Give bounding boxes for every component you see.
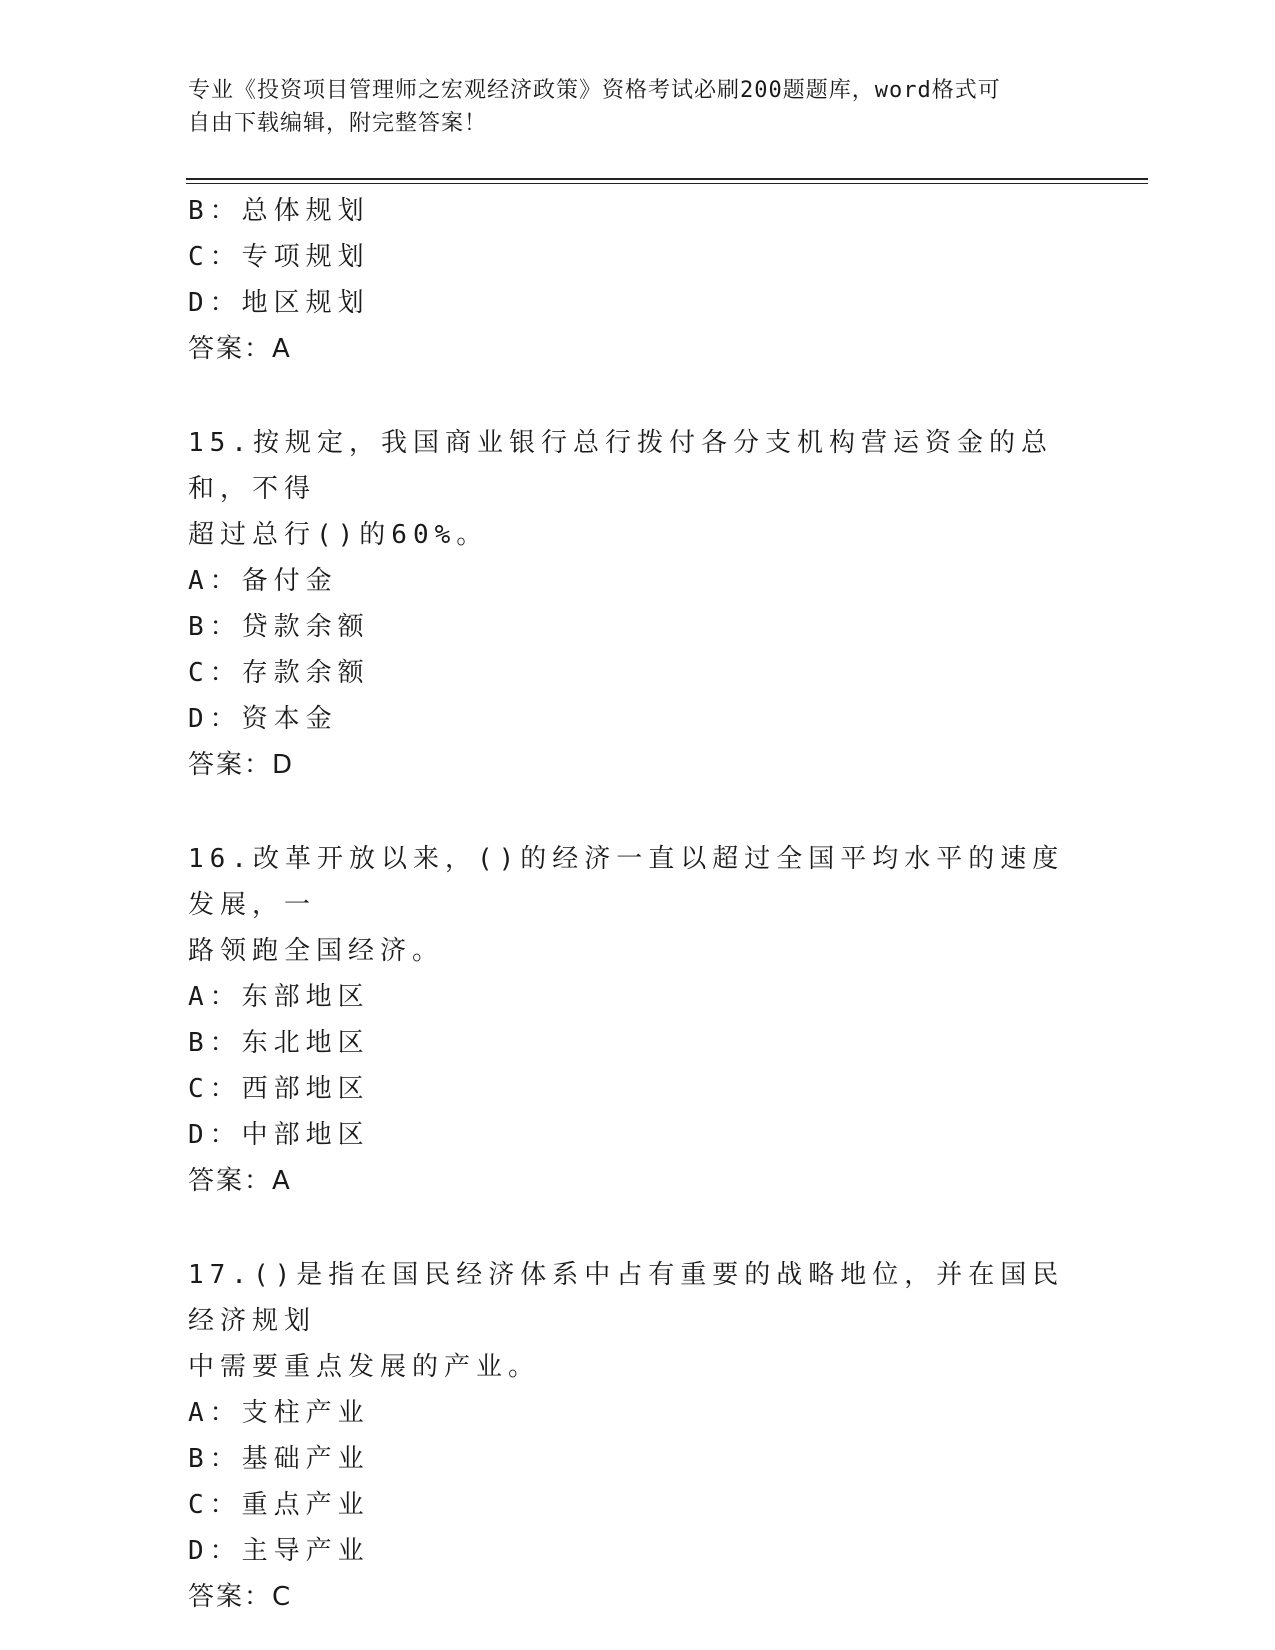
header-divider — [186, 178, 1148, 180]
option-c: C：西部地区 — [188, 1074, 370, 1104]
question-text-line-1: 16.改革开放以来，()的经济一直以超过全国平均水平的速度发展，一 — [188, 844, 1065, 920]
option-d: D：地区规划 — [188, 288, 370, 318]
question-text-line-2: 超过总行()的60%。 — [188, 520, 489, 550]
option-c: C：存款余额 — [188, 658, 370, 688]
question-15 — [188, 420, 1088, 788]
document-body — [188, 188, 1088, 1620]
option-b: B：总体规划 — [188, 196, 370, 226]
option-a: A：东部地区 — [188, 982, 370, 1012]
question-16 — [188, 836, 1088, 1204]
header-title-line-2: 自由下载编辑，附完整答案！ — [188, 111, 488, 136]
option-d: D：资本金 — [188, 704, 338, 734]
option-c: C：重点产业 — [188, 1490, 370, 1520]
answer: 答案：D — [188, 750, 295, 780]
option-d: D：主导产业 — [188, 1536, 370, 1566]
header-divider-thin — [186, 183, 1148, 184]
answer: 答案：A — [188, 1166, 292, 1196]
option-b: B：基础产业 — [188, 1444, 370, 1474]
option-a: A：支柱产业 — [188, 1398, 370, 1428]
option-c: C：专项规划 — [188, 242, 370, 272]
document-header — [188, 74, 1088, 140]
question-17 — [188, 1252, 1088, 1620]
option-a: A：备付金 — [188, 566, 338, 596]
answer: 答案：C — [188, 1582, 293, 1612]
prev-question-tail — [188, 188, 1088, 372]
question-text-line-1: 15.按规定，我国商业银行总行拨付各分支机构营运资金的总和，不得 — [188, 428, 1053, 504]
answer: 答案：A — [188, 334, 292, 364]
option-b: B：东北地区 — [188, 1028, 370, 1058]
option-d: D：中部地区 — [188, 1120, 370, 1150]
question-text-line-2: 中需要重点发展的产业。 — [188, 1352, 541, 1382]
option-b: B：贷款余额 — [188, 612, 370, 642]
header-title-line-1: 专业《投资项目管理师之宏观经济政策》资格考试必刷200题题库，word格式可 — [188, 78, 1001, 103]
question-text-line-2: 路领跑全国经济。 — [188, 936, 445, 966]
question-text-line-1: 17.()是指在国民经济体系中占有重要的战略地位，并在国民经济规划 — [188, 1260, 1065, 1336]
